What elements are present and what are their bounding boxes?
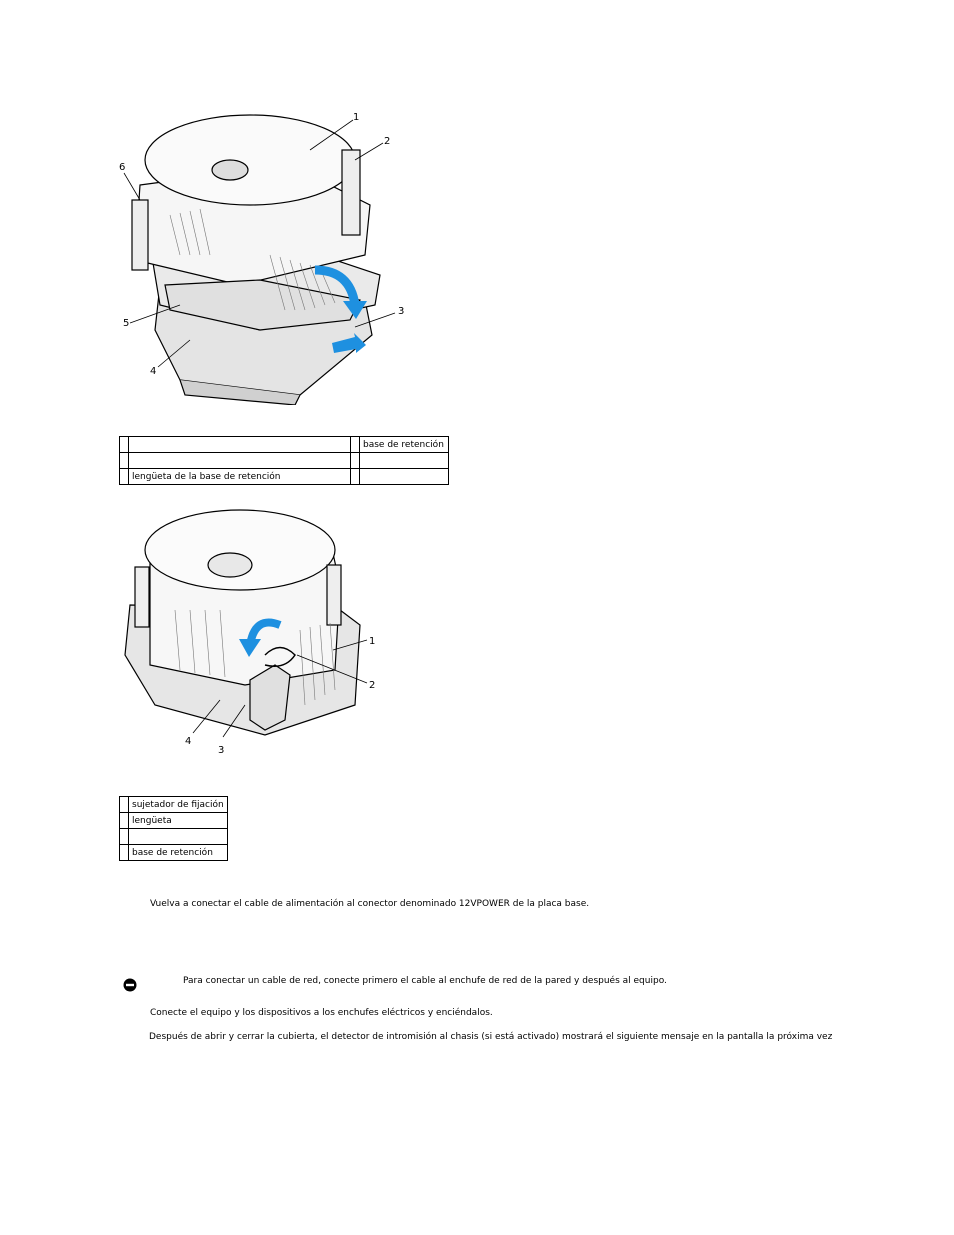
table-row [120, 829, 228, 845]
legend-cell [129, 453, 351, 469]
figure1-callout-1: 1 [353, 112, 360, 123]
figure1-callout-6: 6 [119, 162, 126, 173]
notice-text: Para conectar un cable de red, conecte primero el cable al enchufe de red de la pared y después al equipo. [183, 976, 667, 986]
table-row [120, 797, 228, 813]
retention-clip-figure [115, 505, 390, 760]
figure1-callout-2: 2 [384, 136, 391, 147]
figure1-callout-5: 5 [123, 318, 130, 329]
legend-cell: lengüeta [129, 813, 228, 829]
figure2-callout-3: 3 [218, 745, 225, 756]
legend-table-1 [119, 436, 449, 485]
legend-cell: base de retención [129, 845, 228, 861]
table-row [120, 845, 228, 861]
heat-sink-removal-figure [110, 105, 420, 405]
table-row [120, 813, 228, 829]
table-row [120, 469, 449, 485]
legend-cell: lengüeta de la base de retención [129, 469, 351, 485]
figure1-callout-4: 4 [150, 366, 157, 377]
notice-icon [123, 978, 137, 992]
legend-cell: sujetador de fijación [129, 797, 228, 813]
figure2-callout-2: 2 [369, 680, 376, 691]
table-row [120, 453, 449, 469]
figure1-callout-3: 3 [398, 306, 405, 317]
figure2-callout-4: 4 [185, 736, 192, 747]
legend-cell [360, 469, 449, 485]
legend-table-2 [119, 796, 228, 861]
figure2-callout-1: 1 [369, 636, 376, 647]
step-reconnect-power: Vuelva a conectar el cable de alimentación al conector denominado 12VPOWER de la placa base. [150, 899, 590, 909]
legend-cell [360, 453, 449, 469]
table-row [120, 437, 449, 453]
step-connect-devices: Conecte el equipo y los dispositivos a los enchufes eléctricos y enciéndalos. [150, 1008, 493, 1018]
step-intrusion-message: Después de abrir y cerrar la cubierta, el detector de intromisión al chasis (si está activado) mostrará el siguiente mensaje en la pantalla la próxima vez [149, 1032, 833, 1042]
legend-cell: base de retención [360, 437, 449, 453]
legend-cell [129, 829, 228, 845]
legend-cell [129, 437, 351, 453]
